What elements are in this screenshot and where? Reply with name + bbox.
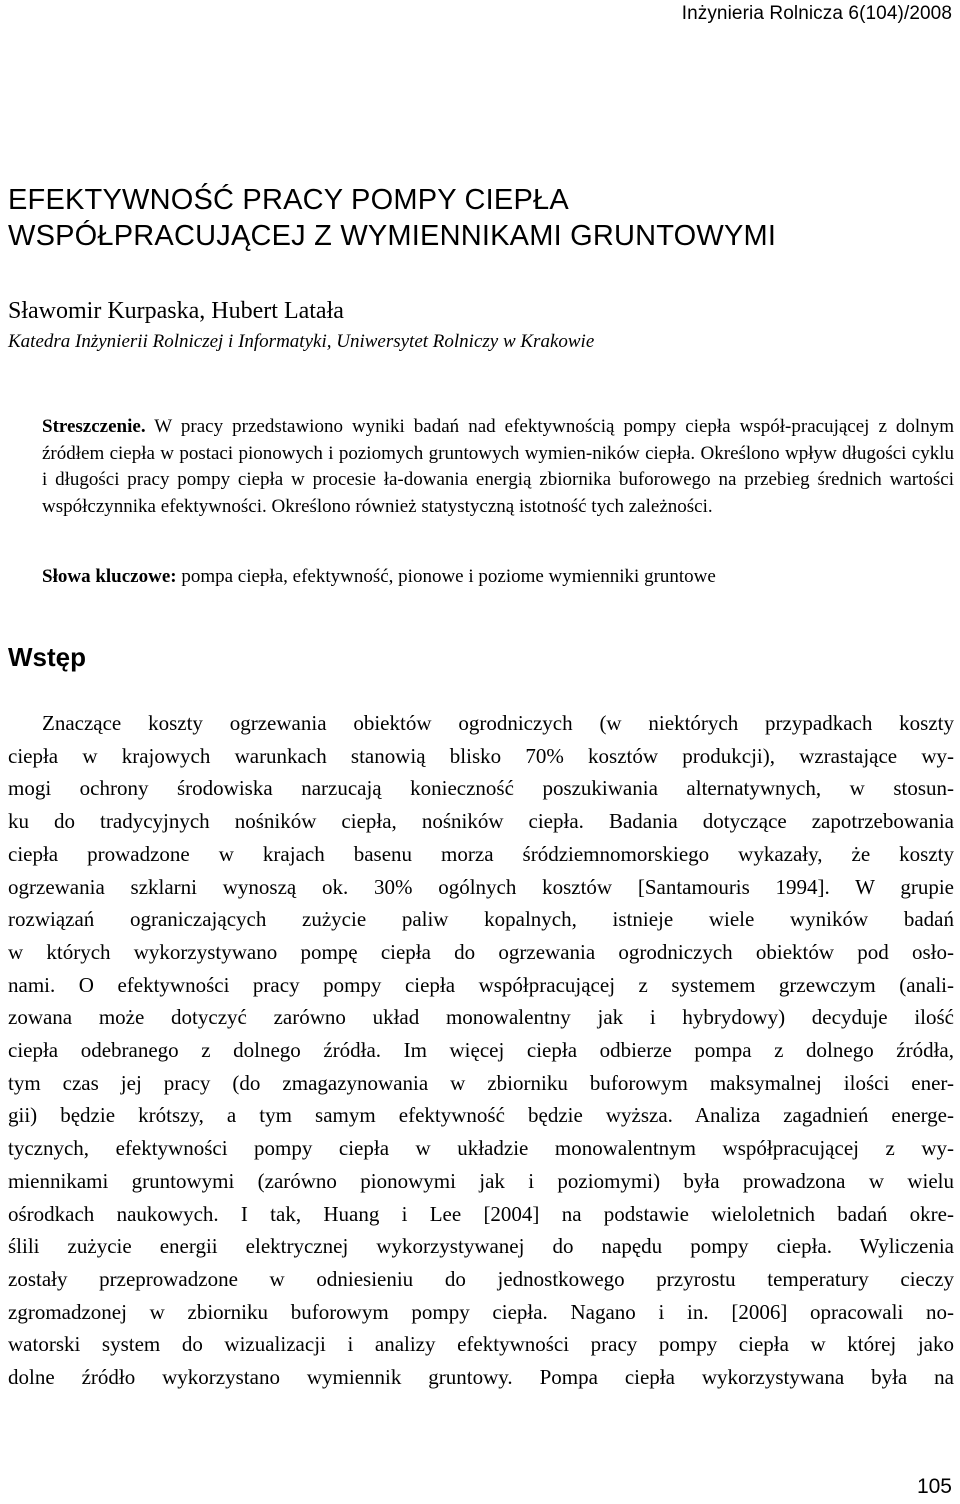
abstract-text: W pracy przedstawiono wyniki badań nad efektywnością pompy ciepła współ-pracującej z dolnym źródłem ciepła w postaci pionowych i poziomych gruntowych wymien-ników ciepła. Określono wpływ długości cyklu i długości pracy pompy ciepła w procesie ła-dowania energią zbiornika buforowego na przebieg średnich wartości współczynnika efektywności. Określono również statystyczną istotność tych zależności. <box>42 416 954 517</box>
running-header: Inżynieria Rolnicza 6(104)/2008 <box>681 3 952 24</box>
body-paragraph <box>8 707 954 1394</box>
body-line: tycznych, efektywności pompy ciepła w układzie monowalentnym współpracującej z wy- <box>8 1136 954 1161</box>
body-line: w których wykorzystywano pompę ciepła do ogrzewania ogrodniczych obiektów pod osło- <box>8 939 954 964</box>
body-line: ciepła prowadzone w krajach basenu morza śródziemnomorskiego wykazały, że koszty <box>8 841 954 866</box>
body-line: rozwiązań ograniczających zużycie paliw kopalnych, istnieje wiele wyników badań <box>8 907 954 932</box>
page-number: 105 <box>916 1475 952 1498</box>
keywords-label: Słowa kluczowe: <box>42 566 177 587</box>
body-line: ogrzewania szklarni wynoszą ok. 30% ogólnych kosztów [Santamouris 1994]. W grupie <box>8 874 954 899</box>
body-line: gii) będzie krótszy, a tym samym efektywność będzie wyższa. Analiza zagadnień energe- <box>8 1103 954 1128</box>
body-line: zowana może dotyczyć zarówno układ monowalentny jak i hybrydowy) decyduje ilość <box>8 1005 954 1030</box>
body-line: ku do tradycyjnych nośników ciepła, nośników ciepła. Badania dotyczące zapotrzebowania <box>8 809 954 834</box>
article-title-line-1: EFEKTYWNOŚĆ PRACY POMPY CIEPŁA <box>8 184 569 216</box>
body-line: mogi ochrony środowiska narzucają konieczność poszukiwania alternatywnych, w stosun- <box>8 776 954 801</box>
section-heading: Wstęp <box>8 642 86 672</box>
keywords <box>42 566 954 588</box>
abstract <box>42 414 954 520</box>
body-line: watorski system do wizualizacji i analizy efektywności pracy pompy ciepła w której jako <box>8 1332 954 1357</box>
body-line: tym czas jej pracy (do zmagazynowania w zbiorniku buforowym maksymalnej ilości ener- <box>8 1070 954 1095</box>
article-title-line-2: WSPÓŁPRACUJĄCEJ Z WYMIENNIKAMI GRUNTOWYMI <box>8 220 777 252</box>
authors: Sławomir Kurpaska, Hubert Latała <box>8 298 344 324</box>
keywords-text: pompa ciepła, efektywność, pionowe i poziome wymienniki gruntowe <box>181 566 716 587</box>
body-line: zgromadzonej w zbiorniku buforowym pompy ciepła. Nagano i in. [2006] opracowali no- <box>8 1299 954 1324</box>
body-line: dolne źródło wykorzystano wymiennik gruntowy. Pompa ciepła wykorzystywana była na <box>8 1365 954 1390</box>
body-line: ciepła w krajowych warunkach stanowią blisko 70% kosztów produkcji), wzrastające wy- <box>8 743 954 768</box>
body-line: nami. O efektywności pracy pompy ciepła współpracującej z systemem grzewczym (anali- <box>8 972 954 997</box>
abstract-label: Streszczenie. <box>42 416 146 437</box>
body-line: ślili zużycie energii elektrycznej wykorzystywanej do napędu pompy ciepła. Wyliczenia <box>8 1234 954 1259</box>
body-line: ośrodkach naukowych. I tak, Huang i Lee [2004] na podstawie wieloletnich badań okre- <box>8 1201 954 1226</box>
body-line: miennikami gruntowymi (zarówno pionowymi jak i poziomymi) była prowadzona w wielu <box>8 1168 954 1193</box>
body-line: Znaczące koszty ogrzewania obiektów ogrodniczych (w niektórych przypadkach koszty <box>42 711 954 735</box>
affiliation: Katedra Inżynierii Rolniczej i Informatyki, Uniwersytet Rolniczy w Krakowie <box>8 331 595 352</box>
article-title <box>8 182 953 254</box>
body-line: zostały przeprowadzone w odniesieniu do jednostkowego przyrostu temperatury cieczy <box>8 1266 954 1291</box>
body-line: ciepła odebranego z dolnego źródła. Im więcej ciepła odbierze pompa z dolnego źródła, <box>8 1038 954 1063</box>
